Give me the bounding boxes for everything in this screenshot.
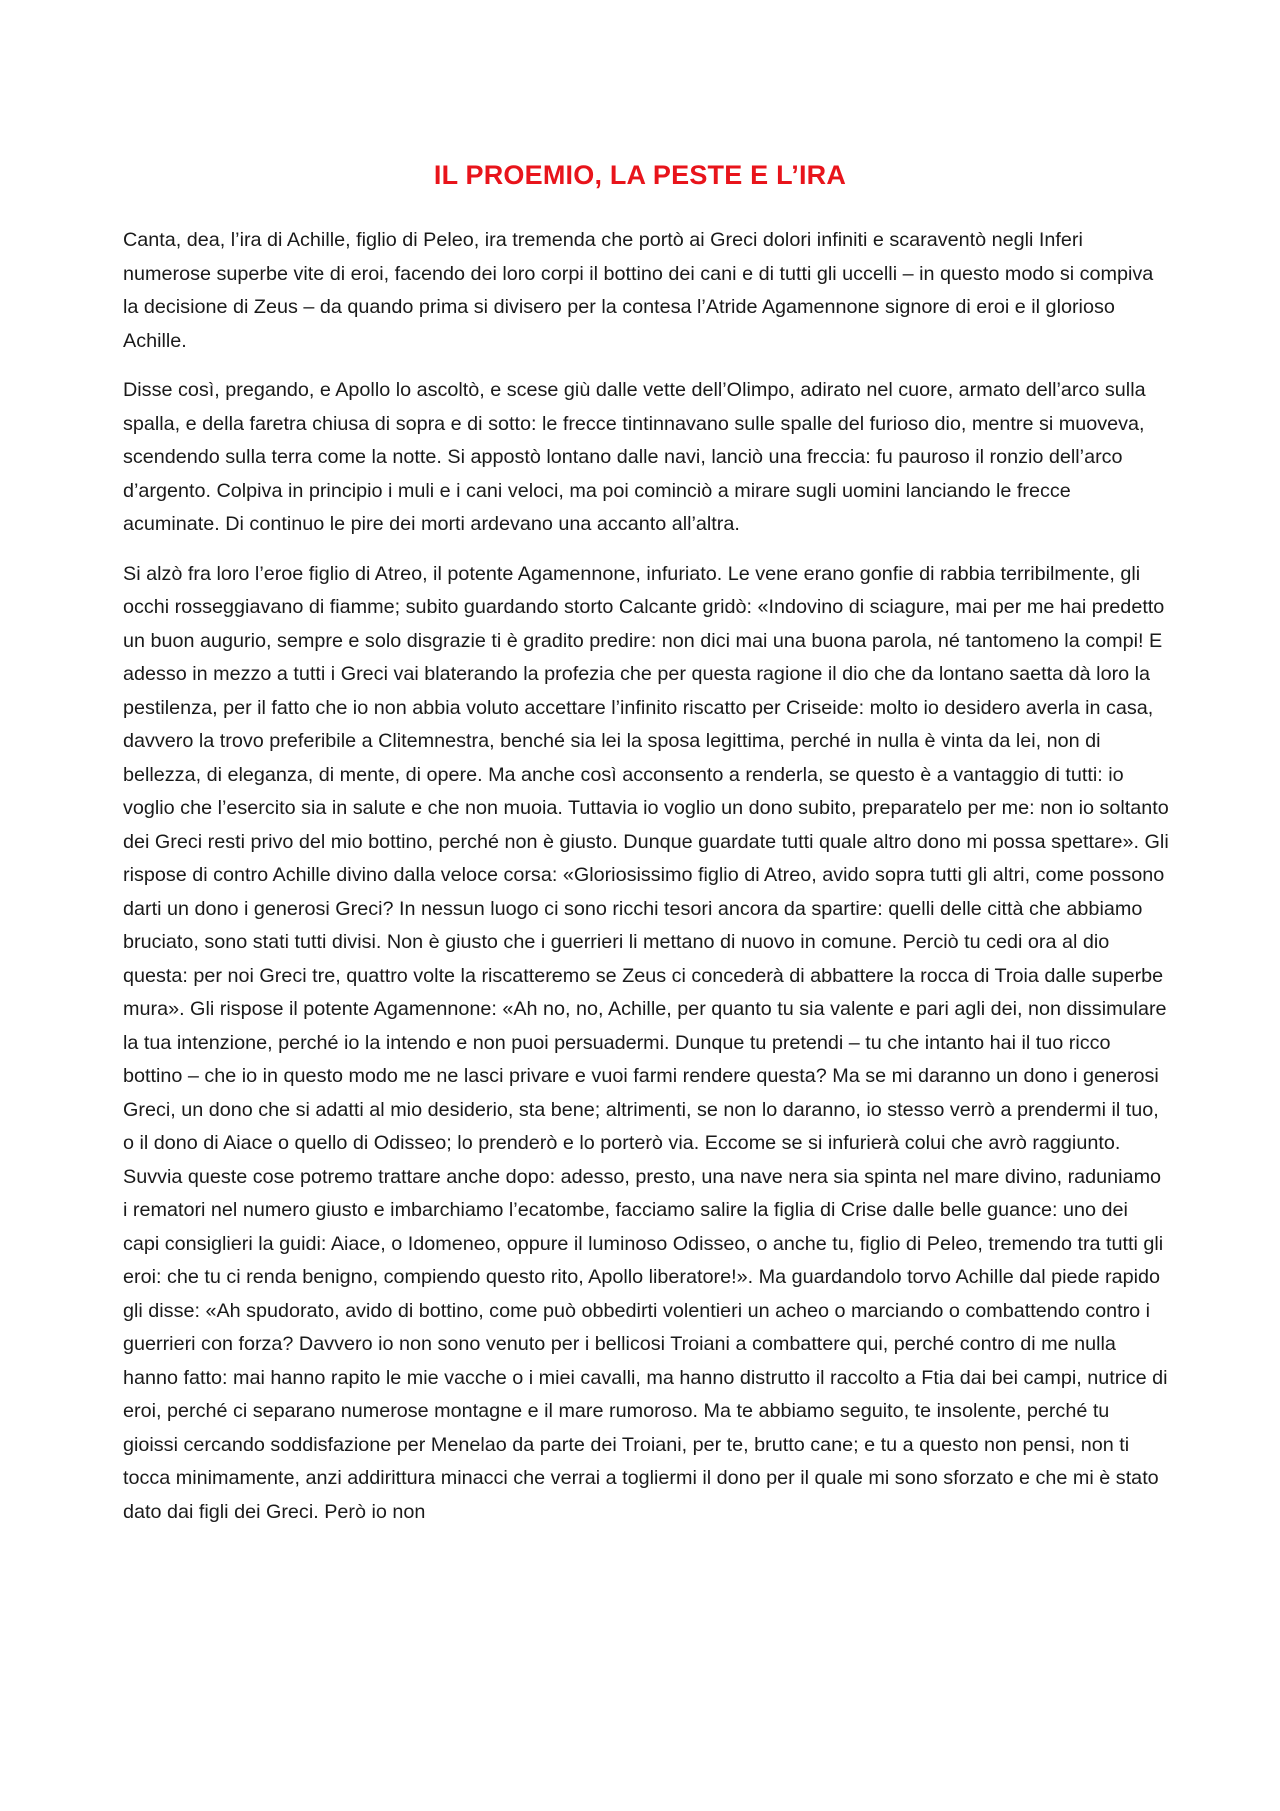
- paragraph-proemio: Canta, dea, l’ira di Achille, figlio di Peleo, ira tremenda che portò ai Greci dolori infiniti e scaraventò negli Inferi numerose superbe vite di eroi, facendo dei loro corpi il bottino dei cani e di tutti gli uccelli – in questo modo si compiva la decisione di Zeus – da quando prima si divisero per la contesa l’Atride Agamennone signore di eroi e il glorioso Achille.: [123, 229, 1154, 352]
- paragraph-ira: Si alzò fra loro l’eroe figlio di Atreo, il potente Agamennone, infuriato. Le vene erano gonfie di rabbia terribilmente, gli occhi rosseggiavano di fiamme; subito guardando storto Calcante gridò: «Indovino di sciagure, mai per me hai predetto un buon augurio, sempre e solo disgrazie ti è gradito predire: non dici mai una buona parola, né tantomeno la compi! E adesso in mezzo a tutti i Greci vai blaterando la profezia che per questa ragione il dio che da lontano saetta dà loro la pestilenza, per il fatto che io non abbia voluto accettare l’infinito riscatto per Criseide: molto io desidero averla in casa, davvero la trovo preferibile a Clitemnestra, benché sia lei la sposa legittima, perché in nulla è vinta da lei, non di bellezza, di eleganza, di mente, di opere. Ma anche così acconsento a renderla, se questo è a vantaggio di tutti: io voglio che l’esercito sia in salute e che non muoia. Tuttavia io voglio un dono subito, preparatelo per me: non io soltanto dei Greci resti privo del mio bottino, perché non è giusto. Dunque guardate tutti quale altro dono mi possa spettare». Gli rispose di contro Achille divino dalla veloce corsa: «Gloriosissimo figlio di Atreo, avido sopra tutti gli altri, come possono darti un dono i generosi Greci? In nessun luogo ci sono ricchi tesori ancora da spartire: quelli delle città che abbiamo bruciato, sono stati tutti divisi. Non è giusto che i guerrieri li mettano di nuovo in comune. Perciò tu cedi ora al dio questa: per noi Greci tre, quattro volte la riscatteremo se Zeus ci concederà di abbattere la rocca di Troia dalle superbe mura». Gli rispose il potente Agamennone: «Ah no, no, Achille, per quanto tu sia valente e pari agli dei, non dissimulare la tua intenzione, perché io la intendo e non puoi persuadermi. Dunque tu pretendi – tu che intanto hai il tuo ricco bottino – che io in questo modo me ne lasci privare e vuoi farmi rendere questa? Ma se mi daranno un dono i generosi Greci, un dono che si adatti al mio desiderio, sta bene; altrimenti, se non lo daranno, io stesso verrò a prendermi il tuo, o il dono di Aiace o quello di Odisseo; lo prenderò e lo porterò via. Eccome se si infurierà colui che avrò raggiunto. Suvvia queste cose potremo trattare anche dopo: adesso, presto, una nave nera sia spinta nel mare divino, raduniamo i rematori nel numero giusto e imbarchiamo l’ecatombe, facciamo salire la figlia di Crise dalle belle guance: uno dei capi consiglieri la guidi: Aiace, o Idomeneo, oppure il luminoso Odisseo, o anche tu, figlio di Peleo, tremendo tra tutti gli eroi: che tu ci renda benigno, compiendo questo rito, Apollo liberatore!». Ma guardandolo torvo Achille dal piede rapido gli disse: «Ah spudorato, avido di bottino, come può obbedirti volentieri un acheo o marciando o combattendo contro i guerrieri con forza? Davvero io non sono venuto per i bellicosi Troiani a combattere qui, perché contro di me nulla hanno fatto: mai hanno rapito le mie vacche o i miei cavalli, ma hanno distrutto il raccolto a Ftia dai bei campi, nutrice di eroi, perché ci separano numerose montagne e il mare rumoroso. Ma te abbiamo seguito, te insolente, perché tu gioissi cercando soddisfazione per Menelao da parte dei Troiani, per te, brutto cane; e tu a questo non pensi, non ti tocca minimamente, anzi addirittura minacci che verrai a togliermi il dono per il quale mi sono sforzato e che mi è stato dato dai figli dei Greci. Però io non: [123, 562, 1169, 1523]
- document-body: [123, 224, 1169, 1545]
- document-title: IL PROEMIO, LA PESTE E L’IRA: [433, 160, 847, 190]
- paragraph-peste: Disse così, pregando, e Apollo lo ascoltò, e scese giù dalle vette dell’Olimpo, adirato nel cuore, armato dell’arco sulla spalla, e della faretra chiusa di sopra e di sotto: le frecce tintinnavano sulle spalle del furioso dio, mentre si muoveva, scendendo sulla terra come la notte. Si appostò lontano dalle navi, lanciò una freccia: fu pauroso il ronzio dell’arco d’argento. Colpiva in principio i muli e i cani veloci, ma poi cominciò a mirare sugli uomini lanciando le frecce acuminate. Di continuo le pire dei morti ardevano una accanto all’altra.: [123, 379, 1146, 535]
